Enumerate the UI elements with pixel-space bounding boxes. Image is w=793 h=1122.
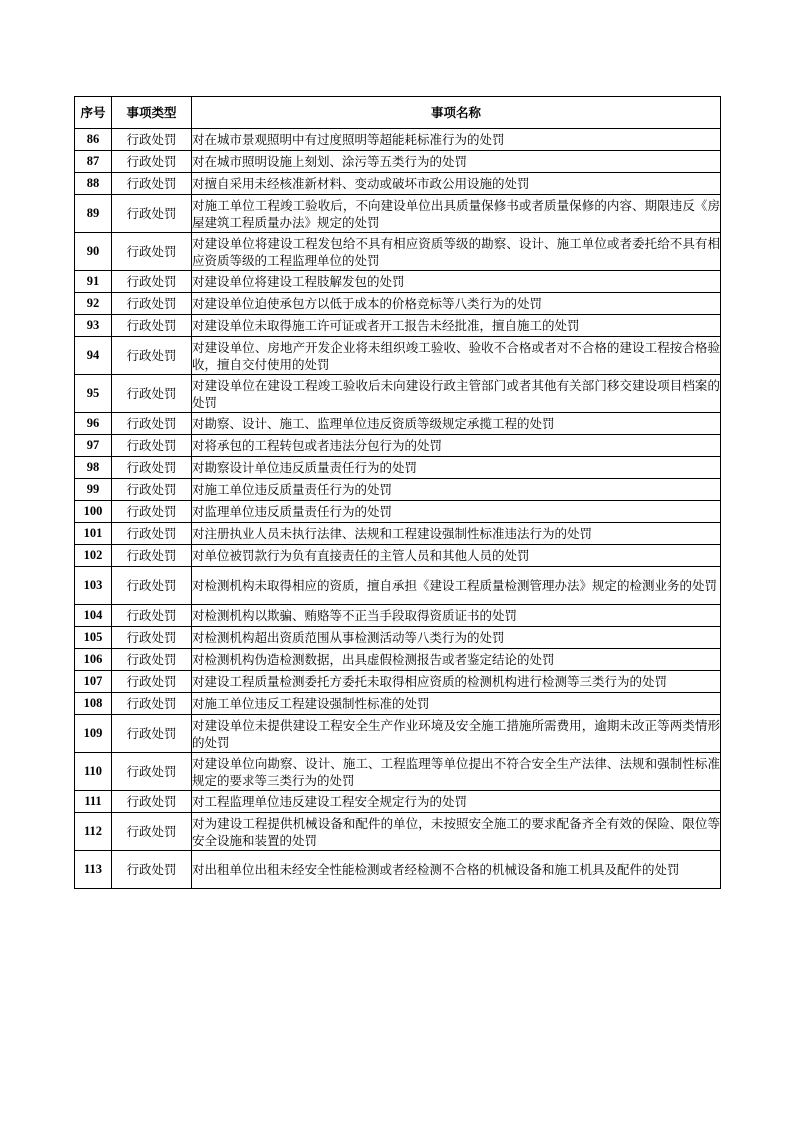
row-type: 行政处罚: [112, 151, 192, 173]
row-type: 行政处罚: [112, 545, 192, 567]
row-type: 行政处罚: [112, 293, 192, 315]
row-number: 89: [75, 195, 112, 233]
table-row: [75, 649, 721, 671]
row-type: 行政处罚: [112, 195, 192, 233]
table-row: [75, 413, 721, 435]
row-type: 行政处罚: [112, 413, 192, 435]
row-number: 96: [75, 413, 112, 435]
table-row: [75, 627, 721, 649]
row-number: 102: [75, 545, 112, 567]
row-name: 对施工单位违反工程建设强制性标准的处罚: [192, 693, 721, 715]
row-name: 对建设单位在建设工程竣工验收后未向建设行政主管部门或者其他有关部门移交建设项目档案的处罚: [192, 375, 721, 413]
table-row: [75, 173, 721, 195]
row-name: 对为建设工程提供机械设备和配件的单位，未按照安全施工的要求配备齐全有效的保险、限位等安全设施和装置的处罚: [192, 813, 721, 851]
table-row: [75, 375, 721, 413]
row-type: 行政处罚: [112, 627, 192, 649]
table-body: [75, 129, 721, 889]
row-name: 对建设单位将建设工程肢解发包的处罚: [192, 271, 721, 293]
table-row: [75, 813, 721, 851]
table-row: [75, 545, 721, 567]
row-type: 行政处罚: [112, 233, 192, 271]
table-row: [75, 693, 721, 715]
table-row: [75, 151, 721, 173]
row-number: 97: [75, 435, 112, 457]
row-type: 行政处罚: [112, 753, 192, 791]
row-name: 对建设单位、房地产开发企业将未组织竣工验收、验收不合格或者对不合格的建设工程按合格验收，擅自交付使用的处罚: [192, 337, 721, 375]
row-name: 对建设单位将建设工程发包给不具有相应资质等级的勘察、设计、施工单位或者委托给不具有相应资质等级的工程监理单位的处罚: [192, 233, 721, 271]
row-name: 对注册执业人员未执行法律、法规和工程建设强制性标准违法行为的处罚: [192, 523, 721, 545]
row-name: 对建设单位迫使承包方以低于成本的价格竞标等八类行为的处罚: [192, 293, 721, 315]
row-name: 对建设单位未取得施工许可证或者开工报告未经批准，擅自施工的处罚: [192, 315, 721, 337]
row-number: 113: [75, 851, 112, 889]
table-row: [75, 233, 721, 271]
row-type: 行政处罚: [112, 523, 192, 545]
row-name: 对检测机构伪造检测数据，出具虚假检测报告或者鉴定结论的处罚: [192, 649, 721, 671]
row-name: 对擅自采用未经核准新材料、变动或破坏市政公用设施的处罚: [192, 173, 721, 195]
row-type: 行政处罚: [112, 671, 192, 693]
row-number: 99: [75, 479, 112, 501]
row-name: 对单位被罚款行为负有直接责任的主管人员和其他人员的处罚: [192, 545, 721, 567]
table-row: [75, 457, 721, 479]
table-row: [75, 479, 721, 501]
row-number: 100: [75, 501, 112, 523]
row-name: 对在城市照明设施上刻划、涂污等五类行为的处罚: [192, 151, 721, 173]
row-name: 对将承包的工程转包或者违法分包行为的处罚: [192, 435, 721, 457]
table-row: [75, 567, 721, 605]
row-name: 对施工单位违反质量责任行为的处罚: [192, 479, 721, 501]
table-row: [75, 435, 721, 457]
row-name: 对建设单位未提供建设工程安全生产作业环境及安全施工措施所需费用，逾期未改正等两类情形的处罚: [192, 715, 721, 753]
row-number: 110: [75, 753, 112, 791]
header-type: 事项类型: [112, 97, 192, 129]
row-number: 88: [75, 173, 112, 195]
row-name: 对检测机构以欺骗、贿赂等不正当手段取得资质证书的处罚: [192, 605, 721, 627]
row-number: 94: [75, 337, 112, 375]
row-type: 行政处罚: [112, 315, 192, 337]
row-number: 98: [75, 457, 112, 479]
table-row: [75, 271, 721, 293]
row-number: 112: [75, 813, 112, 851]
row-number: 106: [75, 649, 112, 671]
row-number: 93: [75, 315, 112, 337]
row-name: 对建设单位向勘察、设计、施工、工程监理等单位提出不符合安全生产法律、法规和强制性标准规定的要求等三类行为的处罚: [192, 753, 721, 791]
row-number: 92: [75, 293, 112, 315]
table-row: [75, 293, 721, 315]
row-type: 行政处罚: [112, 435, 192, 457]
row-number: 86: [75, 129, 112, 151]
row-type: 行政处罚: [112, 479, 192, 501]
row-type: 行政处罚: [112, 337, 192, 375]
row-number: 104: [75, 605, 112, 627]
row-type: 行政处罚: [112, 693, 192, 715]
header-name: 事项名称: [192, 97, 721, 129]
row-name: 对检测机构超出资质范围从事检测活动等八类行为的处罚: [192, 627, 721, 649]
row-number: 108: [75, 693, 112, 715]
row-number: 105: [75, 627, 112, 649]
row-type: 行政处罚: [112, 649, 192, 671]
row-number: 95: [75, 375, 112, 413]
row-type: 行政处罚: [112, 851, 192, 889]
row-type: 行政处罚: [112, 457, 192, 479]
table-row: [75, 791, 721, 813]
row-type: 行政处罚: [112, 567, 192, 605]
header-no: 序号: [75, 97, 112, 129]
table-row: [75, 337, 721, 375]
row-number: 87: [75, 151, 112, 173]
row-type: 行政处罚: [112, 173, 192, 195]
row-name: 对勘察、设计、施工、监理单位违反资质等级规定承揽工程的处罚: [192, 413, 721, 435]
table-row: [75, 523, 721, 545]
row-number: 90: [75, 233, 112, 271]
items-table: [74, 96, 721, 889]
table-row: [75, 195, 721, 233]
table-row: [75, 753, 721, 791]
table-row: [75, 129, 721, 151]
row-name: 对在城市景观照明中有过度照明等超能耗标准行为的处罚: [192, 129, 721, 151]
row-name: 对检测机构未取得相应的资质，擅自承担《建设工程质量检测管理办法》规定的检测业务的处罚: [192, 567, 721, 605]
row-number: 103: [75, 567, 112, 605]
table-row: [75, 315, 721, 337]
row-name: 对出租单位出租未经安全性能检测或者经检测不合格的机械设备和施工机具及配件的处罚: [192, 851, 721, 889]
table-row: [75, 605, 721, 627]
row-number: 109: [75, 715, 112, 753]
row-type: 行政处罚: [112, 129, 192, 151]
row-name: 对施工单位工程竣工验收后，不向建设单位出具质量保修书或者质量保修的内容、期限违反《房屋建筑工程质量办法》规定的处罚: [192, 195, 721, 233]
row-number: 111: [75, 791, 112, 813]
row-type: 行政处罚: [112, 605, 192, 627]
row-name: 对建设工程质量检测委托方委托未取得相应资质的检测机构进行检测等三类行为的处罚: [192, 671, 721, 693]
row-number: 107: [75, 671, 112, 693]
row-number: 101: [75, 523, 112, 545]
row-name: 对工程监理单位违反建设工程安全规定行为的处罚: [192, 791, 721, 813]
table-row: [75, 671, 721, 693]
table-header-row: [75, 97, 721, 129]
row-name: 对监理单位违反质量责任行为的处罚: [192, 501, 721, 523]
row-type: 行政处罚: [112, 271, 192, 293]
row-type: 行政处罚: [112, 715, 192, 753]
table-row: [75, 715, 721, 753]
row-number: 91: [75, 271, 112, 293]
row-type: 行政处罚: [112, 791, 192, 813]
row-type: 行政处罚: [112, 501, 192, 523]
row-type: 行政处罚: [112, 813, 192, 851]
row-name: 对勘察设计单位违反质量责任行为的处罚: [192, 457, 721, 479]
table-row: [75, 851, 721, 889]
row-type: 行政处罚: [112, 375, 192, 413]
table-row: [75, 501, 721, 523]
